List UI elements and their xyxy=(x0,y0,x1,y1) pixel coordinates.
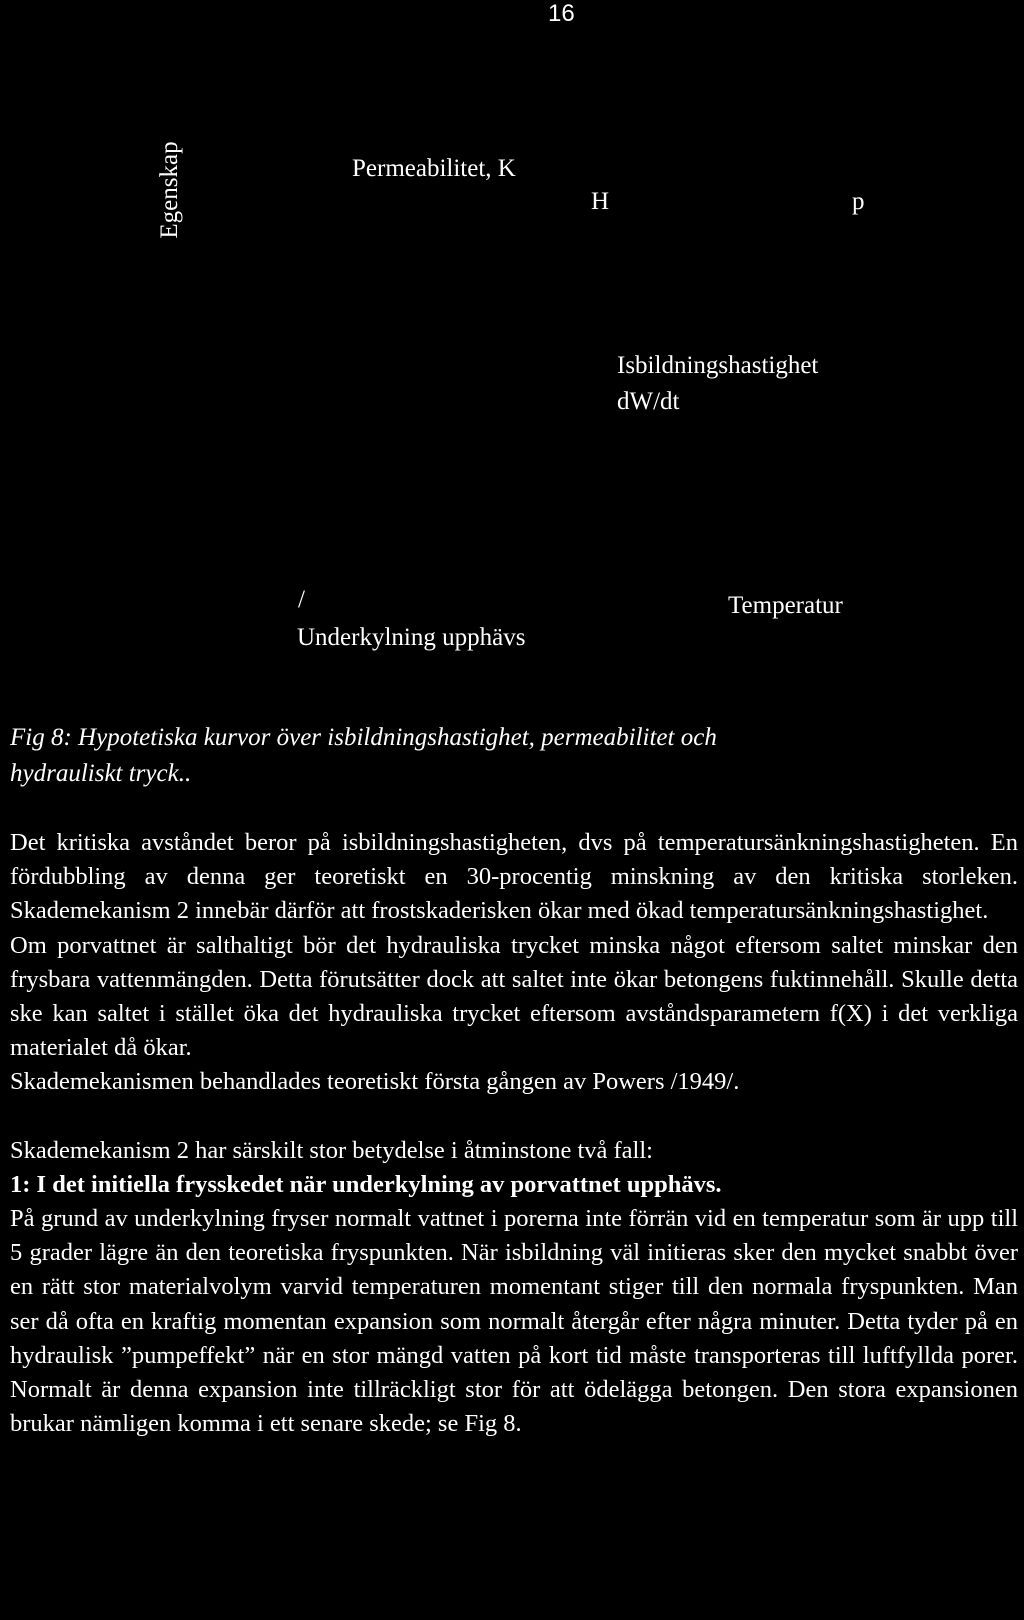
paragraph-supercooling: På grund av underkylning fryser normalt vattnet i porerna inte förrän vid en temperatur som är upp till 5 grader lägre än den teoretiska fryspunkten. När isbildning väl initieras sker den mycket snabbt över en rätt stor materialvolym varvid temperaturen momentant stiger till den normala fryspunkten. Man ser då ofta en kraftig momentan expansion som normalt återgår efter några minuter. Detta tyder på en hydraulisk ”pumpeffekt” när en stor mängd vatten på kort tid måste transporteras till luftfyllda porer. Normalt är denna expansion inte tillräckligt stor för att ödelägga betongen. Den stora expansionen brukar nämligen komma i ett senare skede; se Fig 8. xyxy=(10,1205,1018,1438)
caption-line-1: Fig 8: Hypotetiska kurvor över isbildningshastighet, permeabilitet och xyxy=(10,724,717,751)
ice-rate-symbol: dW/dt xyxy=(617,388,680,415)
permeability-label: Permeabilitet, K xyxy=(352,155,516,182)
paragraph-salt: Om porvattnet är salthaltigt bör det hydrauliska trycket minska något eftersom saltet minskar den frysbara vattenmängden. Detta förutsätter dock att saltet inte ökar betongens fuktinnehåll. Skulle detta ske kan saltet i stället öka det hydrauliska trycket eftersom avståndsparametern f(X) i det verkliga materialet då ökar. xyxy=(10,931,1018,1062)
temperature-label: Temperatur xyxy=(728,592,843,619)
paragraph-case-1-heading: 1: I det initiella frysskedet när underkylning av porvattnet upphävs. xyxy=(10,1170,722,1198)
caption-line-2: hydrauliskt tryck.. xyxy=(10,760,192,787)
paragraph-two-cases: Skademekanism 2 har särskilt stor betydelse i åtminstone två fall: xyxy=(10,1136,653,1164)
paragraph-powers: Skademekanismen behandlades teoretiskt första gången av Powers /1949/. xyxy=(10,1068,740,1096)
hydraulic-label: H xyxy=(591,188,610,215)
ice-rate-label: Isbildningshastighet xyxy=(617,352,819,379)
paragraph-critical-distance: Det kritiska avståndet beror på isbildningshastigheten, dvs på temperatursänkningshastigheten. En fördubbling av denna ger teoretiskt en 30-procentig minskning av den kritiska storleken. Skademekanism 2 innebär därför att frostskaderisken ökar med ökad temperatursänkningshastighet. xyxy=(10,829,1018,925)
slash-mark: / xyxy=(298,586,305,613)
figure-caption xyxy=(10,720,1018,792)
page-number: 16 xyxy=(548,0,575,27)
y-axis-label: Egenskap xyxy=(156,141,183,239)
body-text xyxy=(10,826,1018,1441)
supercooling-label: Underkylning upphävs xyxy=(297,624,526,651)
pressure-label: p xyxy=(852,188,865,215)
